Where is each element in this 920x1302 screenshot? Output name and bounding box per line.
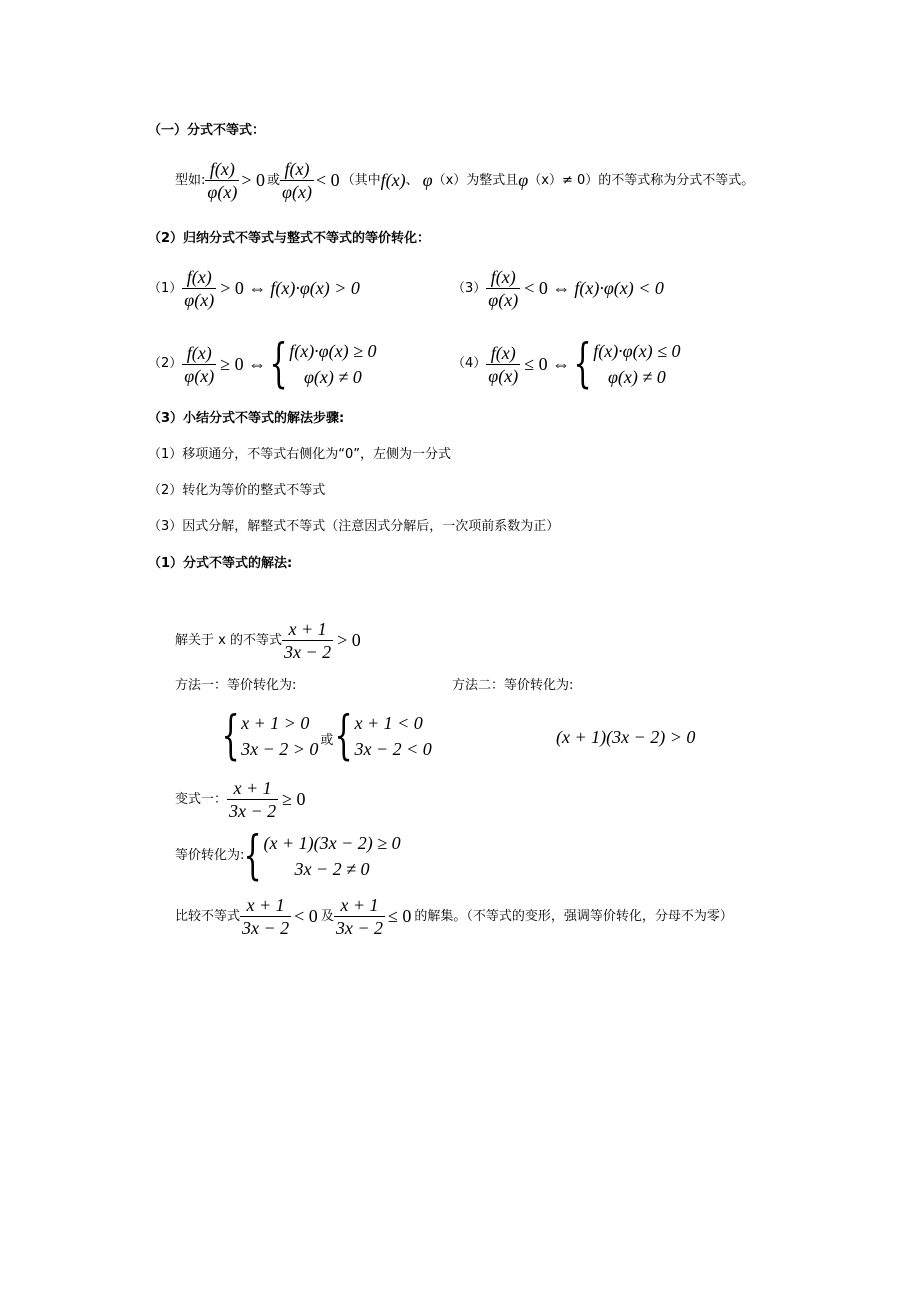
relation-gt0: > 0 <box>241 170 265 190</box>
section-heading-equivalence: （2）归纳分式不等式与整式不等式的等价转化： <box>148 231 431 246</box>
definition-lead: 型如: <box>175 172 206 188</box>
equivalence-item-4 <box>452 334 681 394</box>
problem-text: 解关于 x 的不等式 <box>175 632 282 648</box>
variant-system: (x + 1)(3x − 2) ≥ 0 3x − 2 ≠ 0 <box>263 833 401 879</box>
definition-note-c: （x）≠ 0 <box>528 172 586 188</box>
left-brace-icon: { <box>573 334 592 394</box>
f-symbol: f(x) <box>380 170 406 190</box>
variant-equivalence <box>175 826 401 886</box>
system-negative: x + 1 < 0 3x − 2 < 0 <box>354 713 432 759</box>
relation-lt0: < 0 <box>315 170 340 190</box>
method-two-label: 方法二：等价转化为: <box>452 678 574 693</box>
condition-system: f(x)·φ(x) ≤ 0 φ(x) ≠ 0 <box>593 341 681 387</box>
item-label: （2） <box>148 356 183 371</box>
fraction-problem: $\frac{x + 1}{3x - 2}$ <box>283 619 332 662</box>
definition-line <box>175 158 754 203</box>
phi-symbol: φ <box>422 170 433 190</box>
equivalence-item-3 <box>452 266 664 311</box>
fraction-compare-1: $\frac{x + 1}{3x - 2}$ <box>242 895 290 938</box>
left-brace-icon: { <box>243 826 263 886</box>
item-label: （1） <box>148 280 183 296</box>
problem-statement <box>175 618 361 663</box>
product-inequality: f(x)·φ(x) < 0 <box>574 278 664 298</box>
section-heading-steps: （3）小结分式不等式的解法步骤: <box>148 411 345 426</box>
method-one-label: 方法一：等价转化为: <box>175 678 297 693</box>
equivalence-item-1 <box>148 266 360 311</box>
variant-one <box>175 777 306 822</box>
definition-note-a: （其中 <box>341 172 381 188</box>
comparison-line <box>175 894 733 939</box>
fraction-compare-2: $\frac{x + 1}{3x - 2}$ <box>335 895 383 938</box>
or-text: 或 <box>320 733 334 748</box>
relation-ge0: ≥ 0 <box>282 789 306 809</box>
relation-lt0: < 0 <box>294 906 318 926</box>
or-text: 或 <box>266 172 280 188</box>
relation-equivalence: ≤ 0 ⇔ <box>524 353 571 374</box>
product-inequality: f(x)·φ(x) > 0 <box>270 278 360 298</box>
fraction-f-over-phi: $\frac{f(x)}{\varphi(x)}$ <box>207 159 238 202</box>
definition-note-d: ）的不等式称为分式不等式。 <box>585 172 755 188</box>
phi-symbol: φ <box>518 170 529 190</box>
variant-label: 变式一： <box>175 791 228 807</box>
relation-gt0: > 0 <box>337 630 361 650</box>
fraction-f-over-phi: $\frac{f(x)}{\varphi(x)}$ <box>488 342 519 386</box>
definition-note-b: （x）为整式且 <box>432 172 519 188</box>
system-positive: x + 1 > 0 3x − 2 > 0 <box>241 713 319 759</box>
left-brace-icon: { <box>334 706 354 766</box>
relation-le0: ≤ 0 <box>387 906 412 926</box>
method-two-product: (x + 1)(3x − 2) > 0 <box>556 727 696 747</box>
note-separator: 、 <box>405 172 419 188</box>
step-2: （2）转化为等价的整式不等式 <box>148 483 326 498</box>
fraction-f-over-phi: $\frac{f(x)}{\varphi(x)}$ <box>282 159 312 202</box>
left-brace-icon: { <box>221 706 240 766</box>
equivalence-item-2 <box>148 334 377 394</box>
left-brace-icon: { <box>269 334 288 394</box>
compare-text-a: 比较不等式 <box>175 908 241 924</box>
item-label: （4） <box>452 356 487 371</box>
relation-equivalence: < 0 ⇔ <box>524 278 571 298</box>
compare-and: 及 <box>320 908 334 924</box>
compare-text-b: 的解集。（不等式的变形，强调等价转化，分母不为零） <box>414 908 733 924</box>
fraction-f-over-phi: $\frac{f(x)}{\varphi(x)}$ <box>184 342 215 386</box>
relation-equivalence: ≥ 0 ⇔ <box>220 353 267 374</box>
item-label: （3） <box>452 280 487 296</box>
fraction-f-over-phi: $\frac{f(x)}{\varphi(x)}$ <box>488 267 519 310</box>
section-heading-fractional-inequality: （一）分式不等式： <box>148 123 266 138</box>
fraction-variant: $\frac{x + 1}{3x - 2}$ <box>229 778 277 821</box>
section-heading-solution: （1）分式不等式的解法: <box>148 556 293 571</box>
equivalence-label: 等价转化为: <box>175 848 245 863</box>
step-1: （1）移项通分，不等式右侧化为“0”，左侧为一分式 <box>148 447 452 462</box>
step-3: （3）因式分解，解整式不等式（注意因式分解后，一次项前系数为正） <box>148 519 560 534</box>
condition-system: f(x)·φ(x) ≥ 0 φ(x) ≠ 0 <box>289 341 377 387</box>
fraction-f-over-phi: $\frac{f(x)}{\varphi(x)}$ <box>184 267 215 310</box>
relation-equivalence: > 0 ⇔ <box>220 278 267 298</box>
method-one-systems <box>221 706 432 766</box>
